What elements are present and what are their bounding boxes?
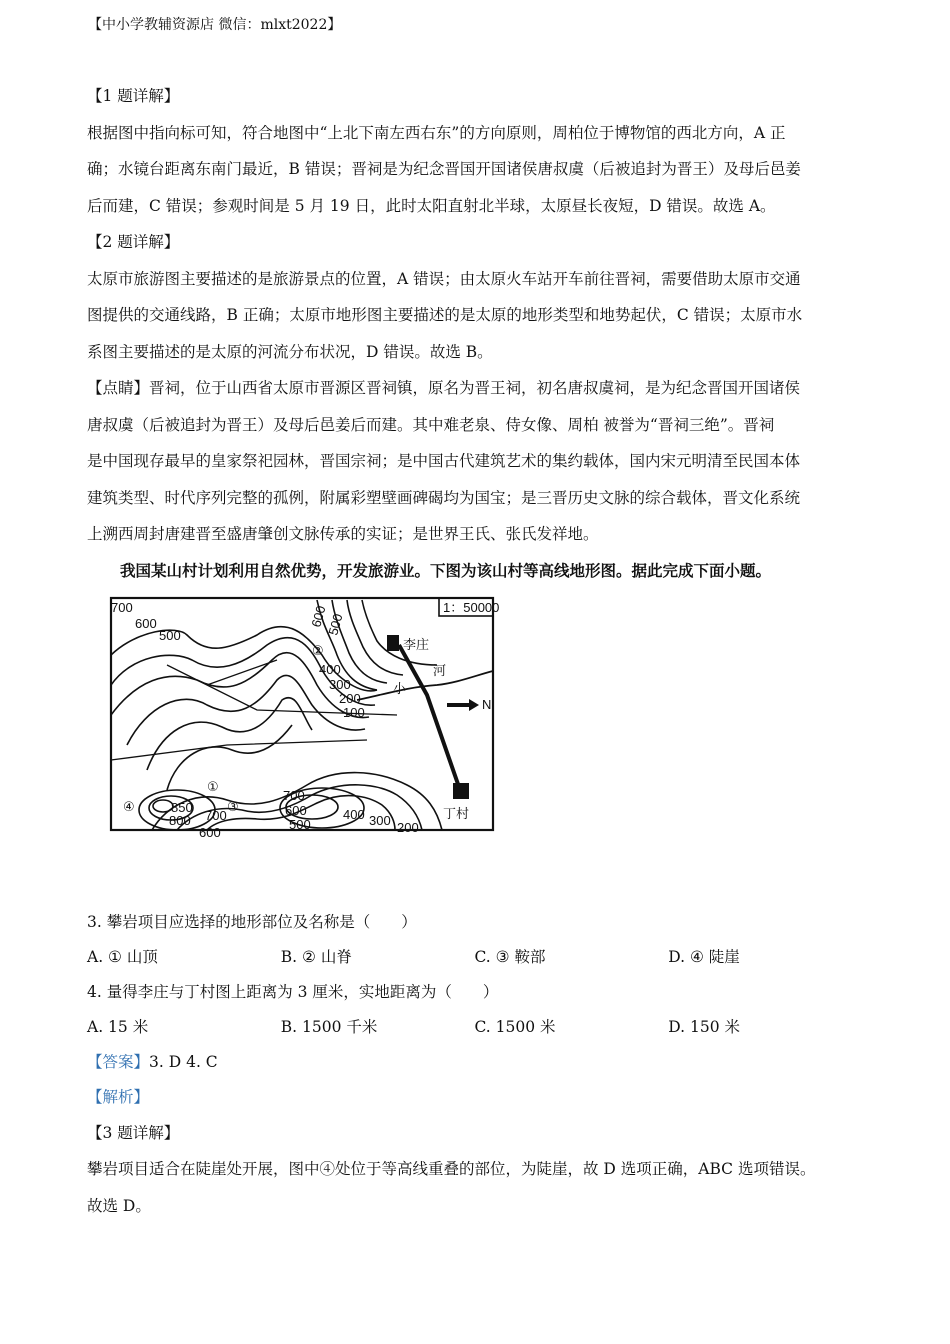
q3detail-line: 故选 D。	[87, 1196, 151, 1215]
contour-label: 500	[159, 627, 181, 643]
q3detail-line: 攀岩项目适合在陡崖处开展，图中④处位于等高线重叠的部位，为陡崖，故 D 选项正确，ABC 选项错误。	[87, 1160, 816, 1178]
q1-line: 根据图中指向标可知，符合地图中“上北下南左西右东”的方向原则，周柏位于博物馆的西北方向，A 正	[87, 123, 786, 142]
contour-label: 200	[397, 819, 419, 835]
scale-label: 1：50000	[443, 599, 500, 615]
village-label: 李庄	[403, 636, 430, 652]
answer-label: 【答案】	[87, 1052, 150, 1071]
answer-line	[87, 1045, 862, 1080]
marker-label: ①	[207, 778, 219, 794]
q4-options	[87, 1010, 862, 1045]
marker-label: ②	[312, 642, 324, 658]
north-label: N	[482, 696, 492, 712]
contour-label: 600	[199, 824, 221, 840]
dianjing-line: 唐叔虞（后被追封为晋王）及母后邑姜后而建。其中难老泉、侍女像、周柏 被誉为“晋祠三绝”。晋祠	[87, 415, 775, 434]
q1-line: 后而建，C 错误；参观时间是 5 月 19 日，此时太阳直射北半球，太原昼长夜短，D 错误。故选 A。	[87, 196, 776, 215]
contour-label: 400	[319, 661, 341, 677]
dianjing-line: 上溯西周封唐建晋至盛唐肇创文脉传承的实证；是世界王氏、张氏发祥地。	[87, 525, 599, 543]
marker-label: ③	[227, 798, 239, 814]
q3-option: A. ① 山顶	[87, 947, 158, 966]
q4-option: C. 1500 米	[474, 1017, 556, 1036]
q3detail-heading: 【3 题详解】	[87, 1123, 180, 1142]
marker-label: ④	[123, 798, 135, 814]
contour-map-svg	[107, 595, 527, 845]
dianjing-line: 是中国现存最早的皇家祭祀园林，晋国宗祠；是中国古代建筑艺术的集约载体，国内宋元明清至民国本体	[87, 452, 801, 470]
contour-label: 700	[111, 599, 133, 615]
q4-option: B. 1500 千米	[280, 1017, 378, 1036]
contour-label: 500	[289, 816, 311, 832]
q2-line: 系图主要描述的是太原的河流分布状况，D 错误。故选 B。	[87, 342, 493, 361]
contour-label: 600	[285, 802, 307, 818]
q3-option: C. ③ 鞍部	[474, 947, 546, 966]
contour-label: 600	[135, 615, 157, 631]
q2-heading: 【2 题详解】	[87, 233, 180, 251]
question-lead: 我国某山村计划利用自然优势，开发旅游业。下图为该山村等高线地形图。据此完成下面小题。	[120, 561, 772, 580]
contour-label: 300	[329, 676, 351, 692]
river-label: 河	[433, 662, 447, 678]
q1-line: 确；水镜台距离东南门最近，B 错误；晋祠是为纪念晋国开国诸侯唐叔虞（后被追封为晋王）及母后邑姜	[87, 160, 801, 178]
dianjing-line: 【点睛】晋祠，位于山西省太原市晋源区晋祠镇，原名为晋王祠，初名唐叔虞祠，是为纪念晋国开国诸侯	[87, 379, 801, 397]
river-label: 小	[393, 680, 407, 696]
contour-label: 100	[343, 704, 365, 720]
lizhuang-icon	[387, 635, 399, 651]
q4-option: D. 150 米	[668, 1017, 740, 1036]
contour-label: 700	[283, 787, 305, 803]
q1-heading: 【1 题详解】	[87, 87, 180, 105]
contour-label: 400	[343, 806, 365, 822]
village-label: 丁村	[443, 805, 470, 821]
q2-line: 太原市旅游图主要描述的是旅游景点的位置，A 错误；由太原火车站开车前往晋祠，需要借助太原市交通	[87, 269, 801, 288]
contour-label: 500	[325, 611, 346, 637]
contour-map	[107, 595, 527, 845]
analysis-label: 【解析】	[87, 1087, 150, 1106]
contour-label: 800	[169, 812, 191, 828]
contour-label: 850	[171, 799, 193, 815]
contour-label: 700	[205, 807, 227, 823]
document-body	[87, 78, 862, 1224]
q3-options	[87, 940, 862, 975]
dingcun-icon	[453, 783, 469, 799]
q3-stem: 3. 攀岩项目应选择的地形部位及名称是（ ）	[87, 912, 417, 931]
page-header: 【中小学教辅资源店 微信：mlxt2022】	[88, 17, 342, 33]
answer-text: 3. D 4. C	[149, 1052, 218, 1071]
contour-label: 300	[369, 812, 391, 828]
q3-option: D. ④ 陡崖	[668, 947, 740, 966]
dianjing-line: 建筑类型、时代序列完整的孤例，附属彩塑壁画碑碣均为国宝；是三晋历史文脉的综合载体，晋文化系统	[87, 488, 801, 507]
q2-line: 图提供的交通线路，B 正确；太原市地形图主要描述的是太原的地形类型和地势起伏，C 错误；太原市水	[87, 306, 803, 324]
q4-stem: 4. 量得李庄与丁村图上距离为 3 厘米，实地距离为（ ）	[87, 982, 499, 1001]
north-arrow-icon	[447, 699, 479, 711]
contour-label: 200	[339, 690, 361, 706]
contour-label: 600	[308, 603, 329, 629]
q3-option: B. ② 山脊	[280, 947, 352, 966]
q4-option: A. 15 米	[87, 1017, 149, 1036]
